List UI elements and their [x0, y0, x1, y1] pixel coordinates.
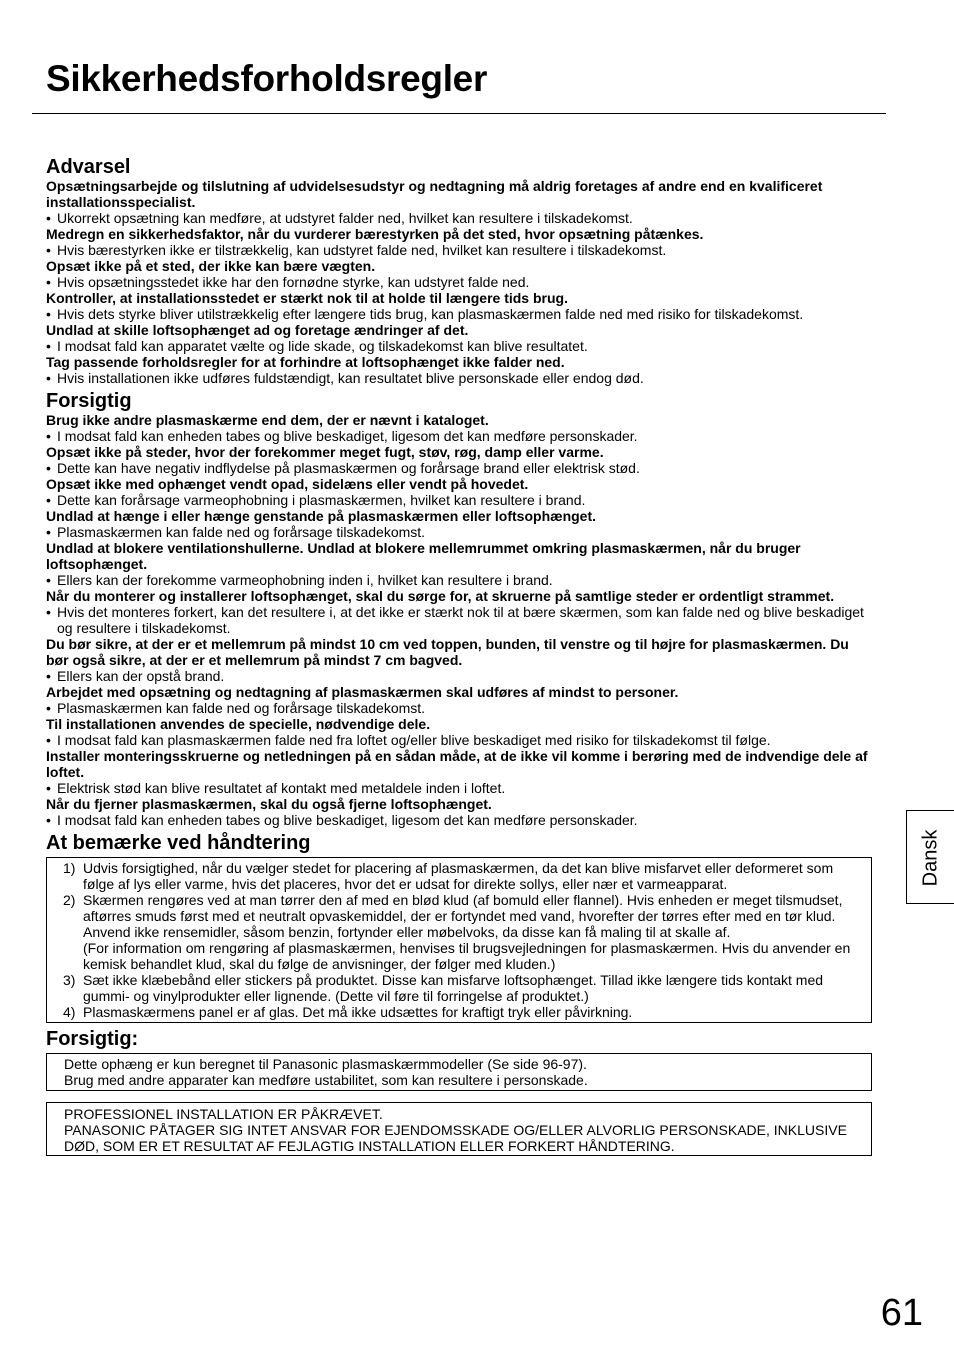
- caution-text: Opsæt ikke på steder, hvor der forekommer meget fugt, støv, røg, damp eller varme.: [46, 444, 604, 460]
- warning-consequence: • Hvis bærestyrken ikke er tilstrækkelig, kan udstyret falde ned, hvilket kan resultere i tilskadekomst.: [46, 242, 872, 258]
- caution-text: Brug ikke andre plasmaskærme end dem, der er nævnt i kataloget.: [46, 412, 489, 428]
- warning-consequence: • Hvis dets styrke bliver utilstrækkelig efter længere tids brug, kan plasmaskærmen falde ned med risiko for tilskadekomst.: [46, 306, 872, 322]
- language-tab: [906, 810, 954, 904]
- caution-text: Arbejdet med opsætning og nedtagning af plasmaskærmen skal udføres af mindst to personer.: [46, 684, 679, 700]
- advarsel-heading: Advarsel: [46, 156, 131, 178]
- professional-disclaimer: PANASONIC PÅTAGER SIG INTET ANSVAR FOR EJENDOMSSKADE OG/ELLER ALVORLIG PERSONSKADE, INKLUSIVE DØD, SOM ER ET RESULTAT AF FEJLAGTIG INSTALLATION ELLER FORKERT HÅNDTERING.: [64, 1122, 847, 1154]
- language-tab-label: Dansk: [919, 829, 942, 887]
- caution-text: Når du fjerner plasmaskærmen, skal du også fjerne loftsophænget.: [46, 796, 492, 812]
- warning-text: Opsætningsarbejde og tilslutning af udvidelsesudstyr og nedtagning må aldrig foretages af andre end en kvalificeret installationsspecialist.: [46, 178, 823, 210]
- caution-consequence: • Hvis det monteres forkert, kan det resultere i, at det ikke er stærkt nok til at bære skærmen, som kan falde ned og blive beskadiget og resultere i tilskadekomst.: [46, 604, 872, 636]
- handling-item-number: 1): [63, 860, 76, 876]
- forsigtig-list: [46, 412, 872, 828]
- caution-consequence: • I modsat fald kan enheden tabes og blive beskadiget, ligesom det kan medføre personskader.: [46, 428, 872, 444]
- page-title: Sikkerhedsforholdsregler: [46, 58, 488, 99]
- caution-consequence: • Ellers kan der forekomme varmeophobning inden i, hvilket kan resultere i brand.: [46, 572, 872, 588]
- caution-line: Dette ophæng er kun beregnet til Panasonic plasmaskærmmodeller (Se side 96-97).: [64, 1056, 587, 1072]
- caution-item: [46, 508, 872, 540]
- caution-item: [46, 636, 872, 684]
- caution-item: [46, 412, 872, 444]
- warning-consequence: • Hvis opsætningsstedet ikke har den fornødne styrke, kan udstyret falde ned.: [46, 274, 872, 290]
- forsigtig-heading: Forsigtig: [46, 390, 132, 412]
- warning-text: Medregn en sikkerhedsfaktor, når du vurderer bærestyrken på det sted, hvor opsætning påtænkes.: [46, 226, 704, 242]
- caution-item: [46, 540, 872, 588]
- handling-item-note: (For information om rengøring af plasmaskærmen, henvises til brugsvejledningen for plasmaskærmen. Hvis du anvender en kemisk behandlet klud, skal du følge de anvisninger, der følger med kluden.): [83, 940, 851, 972]
- handling-item-text: Plasmaskærmens panel er af glas. Det må ikke udsættes for kraftigt tryk eller påvirkning.: [83, 1004, 633, 1020]
- handling-item-text: Sæt ikke klæbebånd eller stickers på produktet. Disse kan misfarve loftsophænget. Tillad ikke længere tids kontakt med gummi- og vinylprodukter eller lignende. (Dette vil føre til forringelse af produktet.): [83, 972, 824, 1004]
- handling-heading: At bemærke ved håndtering: [46, 832, 311, 854]
- warning-consequence: • Ukorrekt opsætning kan medføre, at udstyret falder ned, hvilket kan resultere i tilskadekomst.: [46, 210, 872, 226]
- warning-text: Opsæt ikke på et sted, der ikke kan bære vægten.: [46, 258, 376, 274]
- caution-consequence: • Dette kan forårsage varmeophobning i plasmaskærmen, hvilket kan resultere i brand.: [46, 492, 872, 508]
- warning-text: Kontroller, at installationsstedet er stærkt nok til at holde til længere tids brug.: [46, 290, 568, 306]
- caution-consequence: • I modsat fald kan enheden tabes og blive beskadiget, ligesom det kan medføre personskader.: [46, 812, 872, 828]
- caution-consequence: • Plasmaskærmen kan falde ned og forårsage tilskadekomst.: [46, 700, 872, 716]
- caution-item: [46, 796, 872, 828]
- warning-consequence: • I modsat fald kan apparatet vælte og lide skade, og tilskadekomst kan blive resultatet.: [46, 338, 872, 354]
- warning-item: [46, 178, 872, 226]
- caution-consequence: • Elektrisk stød kan blive resultatet af kontakt med metaldele inden i loftet.: [46, 780, 872, 796]
- caution-item: [46, 716, 872, 748]
- caution-text: Når du monterer og installerer loftsophænget, skal du sørge for, at skruerne på samtlige steder er ordentligt strammet.: [46, 588, 835, 604]
- caution-box: [46, 1053, 872, 1091]
- warning-text: Tag passende forholdsregler for at forhindre at loftsophænget ikke falder ned.: [46, 354, 565, 370]
- warning-item: [46, 354, 872, 386]
- caution-heading: Forsigtig:: [46, 1028, 139, 1050]
- warning-consequence: • Hvis installationen ikke udføres fuldstændigt, kan resultatet blive personskade eller endog død.: [46, 370, 872, 386]
- handling-item-number: 3): [63, 972, 76, 988]
- caution-item: [46, 476, 872, 508]
- caution-item: [46, 748, 872, 796]
- caution-consequence: • Dette kan have negativ indflydelse på plasmaskærmen og forårsage brand eller elektrisk stød.: [46, 460, 872, 476]
- handling-item: [63, 860, 863, 892]
- advarsel-list: [46, 178, 872, 386]
- warning-item: [46, 290, 872, 322]
- warning-item: [46, 258, 872, 290]
- warning-item: [46, 226, 872, 258]
- handling-item: [63, 892, 863, 940]
- professional-installation-box: [46, 1102, 872, 1156]
- handling-item-number: 4): [63, 1004, 76, 1020]
- professional-line: PROFESSIONEL INSTALLATION ER PÅKRÆVET.: [64, 1106, 383, 1122]
- caution-item: [46, 684, 872, 716]
- caution-item: [46, 588, 872, 636]
- caution-text: Opsæt ikke med ophænget vendt opad, sidelæns eller vendt på hovedet.: [46, 476, 529, 492]
- handling-item: [63, 1004, 863, 1020]
- caution-text: Undlad at hænge i eller hænge genstande på plasmaskærmen eller loftsophænget.: [46, 508, 597, 524]
- handling-box: [46, 857, 872, 1023]
- title-divider: [32, 113, 886, 114]
- content: [46, 156, 872, 1156]
- caution-text: Til installationen anvendes de specielle, nødvendige dele.: [46, 716, 431, 732]
- warning-text: Undlad at skille loftsophænget ad og foretage ændringer af det.: [46, 322, 469, 338]
- handling-item-number: 2): [63, 892, 76, 908]
- caution-text: Du bør sikre, at der er et mellemrum på mindst 10 cm ved toppen, bunden, til venstre og til højre for plasmaskærmen. Du bør også sikre, at der er et mellemrum på mindst 7 cm bagved.: [46, 636, 849, 668]
- handling-item-text: Udvis forsigtighed, når du vælger stedet for placering af plasmaskærmen, da det kan blive misfarvet eller deformeret som følge af lys eller varme, hvis det placeres, hvor det er udsat for direkte sollys, eller nær et varmeapparat.: [83, 860, 834, 892]
- handling-item: [63, 972, 863, 1004]
- handling-item-text: Skærmen rengøres ved at man tørrer den af med en blød klud (af bomuld eller flannel). Hvis enheden er meget tilsmudset, aftørres smuds først med et neutralt opvaskemiddel, der er fortyndet med vand, hvorefter der tørres efter med en tør klud. Anvend ikke rensemidler, såsom benzin, fortynder eller møbelvoks, da disse kan få maling til at skalle af.: [83, 892, 843, 940]
- caution-item: [46, 444, 872, 476]
- caution-line: Brug med andre apparater kan medføre ustabilitet, som kan resultere i personskade.: [64, 1072, 588, 1088]
- caution-consequence: • Plasmaskærmen kan falde ned og forårsage tilskadekomst.: [46, 524, 872, 540]
- warning-item: [46, 322, 872, 354]
- caution-text: Installer monteringsskruerne og netledningen på en sådan måde, at de ikke vil komme i berøring med de indvendige dele af loftet.: [46, 748, 868, 780]
- caution-consequence: • I modsat fald kan plasmaskærmen falde ned fra loftet og/eller blive beskadiget med risiko for tilskadekomst til følge.: [46, 732, 872, 748]
- caution-text: Undlad at blokere ventilationshullerne. Undlad at blokere mellemrummet omkring plasmaskærmen, når du bruger loftsophænget.: [46, 540, 801, 572]
- page-number: 61: [880, 1292, 923, 1334]
- caution-consequence: • Ellers kan der opstå brand.: [46, 668, 872, 684]
